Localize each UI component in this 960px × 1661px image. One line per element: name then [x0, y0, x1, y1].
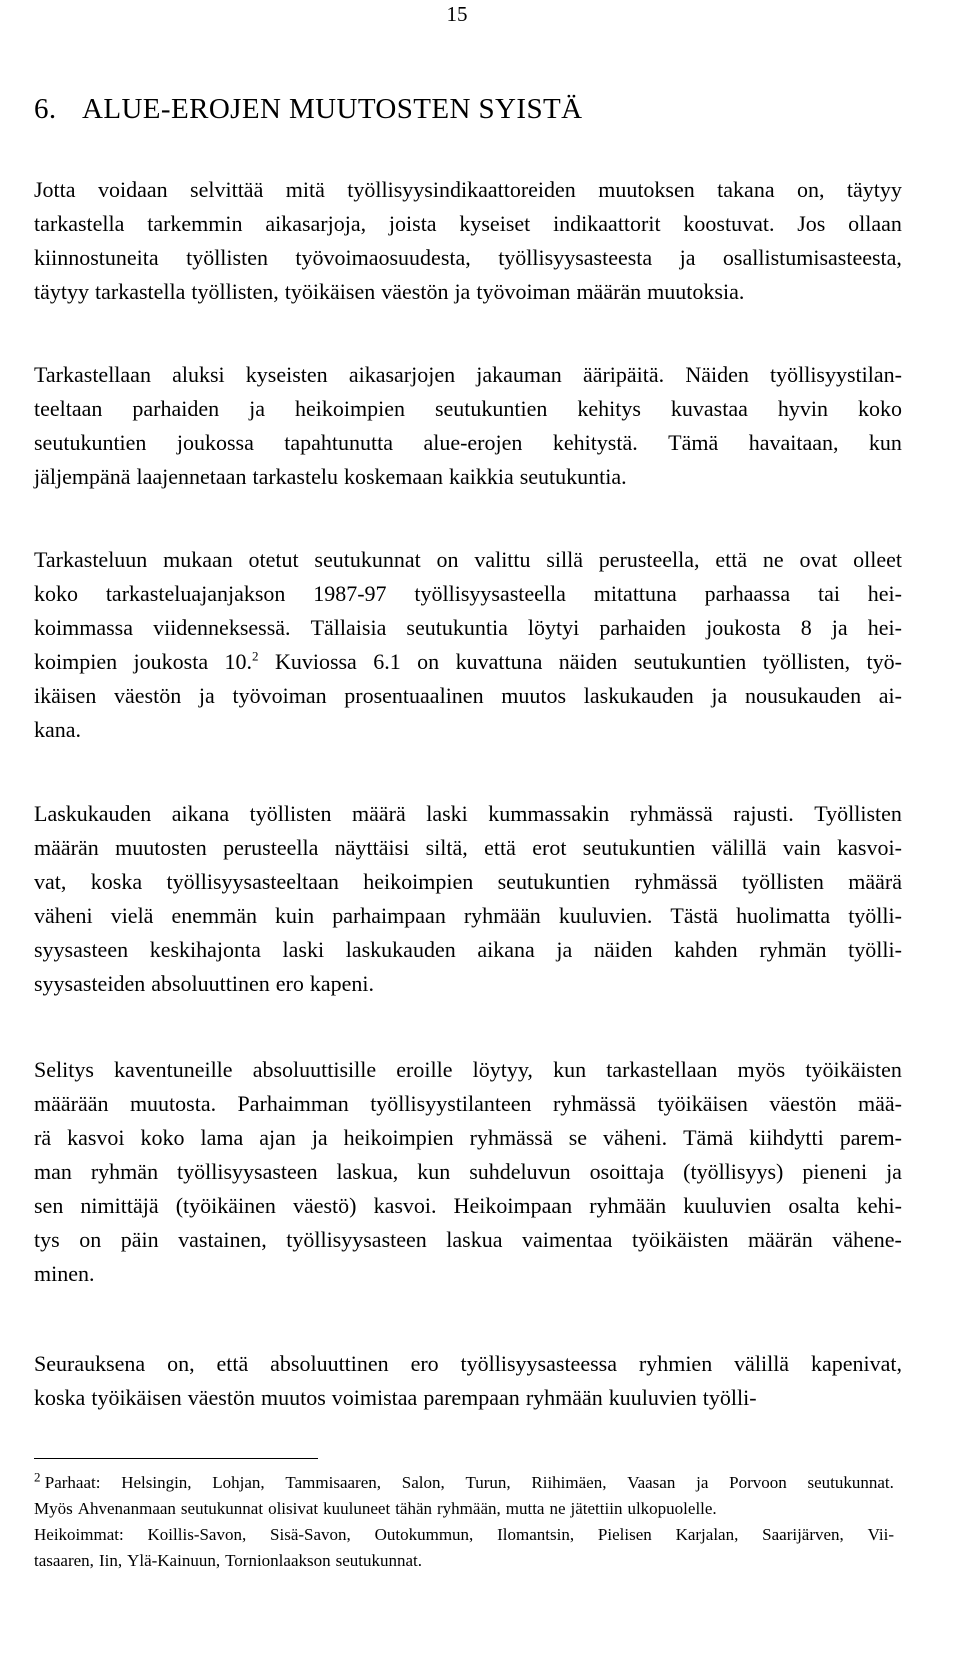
- text-line: Selitys kaventuneille absoluuttisille eroille löytyy, kun tarkastellaan myös työikäisten: [34, 1057, 902, 1082]
- text-line: määrään muutosta. Parhaimman työllisyystilanteen ryhmässä työikäisen väestön mää-: [34, 1091, 902, 1116]
- text-line: sen nimittäjä (työikäinen väestö) kasvoi. Heikoimpaan ryhmään kuuluvien osalta kehi-: [34, 1193, 902, 1218]
- text-line: vat, koska työllisyysasteeltaan heikoimpien seutukuntien ryhmässä työllisten määrä: [34, 869, 902, 894]
- text-line: koko tarkasteluajanjakson 1987-97 työllisyysasteella mitattuna parhaassa tai hei-: [34, 581, 902, 606]
- section-title: ALUE-EROJEN MUUTOSTEN SYISTÄ: [82, 93, 583, 125]
- footnote-line: Heikoimmat: Koillis-Savon, Sisä-Savon, Outokummun, Ilomantsin, Pielisen Karjalan, Saarijärven, Vii-: [34, 1525, 894, 1544]
- text-line: syysasteiden absoluuttinen ero kapeni.: [34, 971, 374, 996]
- text-line: määrän muutosten perusteella näyttäisi siltä, että erot seutukuntien välillä vain kasvoi-: [34, 835, 902, 860]
- footnote-ref: 2: [252, 648, 259, 664]
- paragraph: [34, 797, 902, 1001]
- footnote-line: tasaaren, Iin, Ylä-Kainuun, Tornionlaakson seutukunnat.: [34, 1551, 423, 1570]
- footnote-line: Myös Ahvenanmaan seutukunnat olisivat kuuluneet tähän ryhmään, mutta ne jätettiin ulkopuolelle.: [34, 1499, 717, 1518]
- text-line: tarkastella tarkemmin aikasarjoja, joista kyseiset indikaattorit koostuvat. Jos ollaan: [34, 211, 902, 236]
- paragraph: [34, 1347, 902, 1415]
- page-number: 15: [446, 2, 468, 26]
- paragraph: [34, 173, 902, 309]
- text-line: teeltaan parhaiden ja heikoimpien seutukuntien kehitys kuvastaa hyvin koko: [34, 396, 902, 421]
- text-line: ikäisen väestön ja työvoiman prosentuaalinen muutos laskukauden ja nousukauden ai-: [34, 683, 902, 708]
- text-line: Tarkasteluun mukaan otetut seutukunnat on valittu sillä perusteella, että ne ovat olleet: [34, 547, 902, 572]
- section-number: 6.: [34, 93, 57, 125]
- text-line: koimpien joukosta 10.$^2$ Kuviossa 6.1 on kuvattuna näiden seutukuntien työllisten, työ-: [34, 648, 902, 674]
- text-line: Jotta voidaan selvittää mitä työllisyysindikaattoreiden muutoksen takana on, täytyy: [34, 177, 902, 202]
- text-line: tys on päin vastainen, työllisyysasteen laskua vaimentaa työikäisten määrän vähene-: [34, 1227, 902, 1252]
- paragraph: [34, 1053, 902, 1291]
- text-line: seutukuntien joukossa tapahtunutta alue-erojen kehitystä. Tämä havaitaan, kun: [34, 430, 902, 455]
- paragraph: [34, 543, 902, 747]
- text-line: man ryhmän työllisyysasteen laskua, kun suhdeluvun osoittaja (työllisyys) pieneni ja: [34, 1159, 902, 1184]
- text-line: täytyy tarkastella työllisten, työikäisen väestön ja työvoiman määrän muutoksia.: [34, 279, 745, 304]
- text-line: minen.: [34, 1261, 95, 1286]
- text-line: koimmassa viidenneksessä. Tällaisia seutukuntia löytyi parhaiden joukosta 8 ja hei-: [34, 615, 902, 640]
- paragraph: [34, 358, 902, 494]
- text-line: kiinnostuneita työllisten työvoimaosuudesta, työllisyysasteesta ja osallistumisasteesta,: [34, 245, 902, 270]
- text-line: Laskukauden aikana työllisten määrä laski kummassakin ryhmässä rajusti. Työllisten: [34, 801, 902, 826]
- text-line: Seurauksena on, että absoluuttinen ero työllisyysasteessa ryhmien välillä kapenivat,: [34, 1351, 902, 1376]
- text-line: kana.: [34, 717, 82, 742]
- footnote-line: $^2$ Parhaat: Helsingin, Lohjan, Tammisaaren, Salon, Turun, Riihimäen, Vaasan ja Porvoon seutukunnat.: [34, 1469, 894, 1492]
- text-line: Tarkastellaan aluksi kyseisten aikasarjojen jakauman ääripäitä. Näiden työllisyystilan-: [34, 362, 902, 387]
- text-line: jäljempänä laajennetaan tarkastelu koskemaan kaikkia seutukuntia.: [34, 464, 627, 489]
- text-line: väheni vielä enemmän kuin parhaimpaan ryhmään kuuluvien. Tästä huolimatta työlli-: [34, 903, 902, 928]
- footnote-divider: [34, 1458, 318, 1459]
- footnote-marker: 2: [34, 1469, 41, 1485]
- text-line: koska työikäisen väestön muutos voimistaa parempaan ryhmään kuuluvien työlli-: [34, 1385, 757, 1410]
- text-line: syysasteen keskihajonta laski laskukauden aikana ja näiden kahden ryhmän työlli-: [34, 937, 902, 962]
- footnote: [34, 1470, 894, 1574]
- text-line: rä kasvoi koko lama ajan ja heikoimpien ryhmässä se väheni. Tämä kiihdytti parem-: [34, 1125, 902, 1150]
- section-heading: [34, 92, 582, 126]
